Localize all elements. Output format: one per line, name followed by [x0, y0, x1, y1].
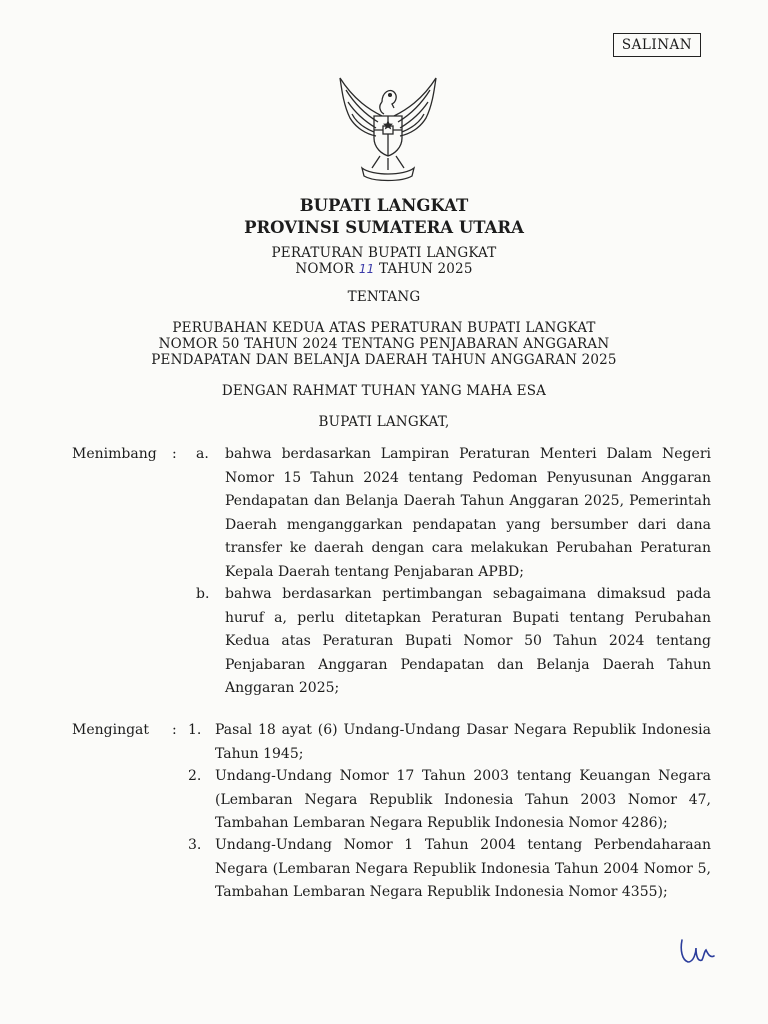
salinan-stamp: SALINAN	[613, 33, 701, 57]
menimbang-marker-b: b.	[196, 586, 210, 602]
mengingat-marker-2: 2.	[188, 768, 202, 784]
mengingat-marker-1: 1.	[188, 722, 202, 738]
about-heading: TENTANG	[347, 289, 421, 305]
regulation-number	[0, 261, 768, 277]
mengingat-item-3: Undang-Undang Nomor 1 Tahun 2004 tentang Perbendaharaan Negara (Lembaran Negara Republik Indonesia Tahun 2004 Nomor 5, Tambahan Lembaran Negara Republik Indonesia Nomor 4355);	[215, 837, 711, 900]
menimbang-item-b: bahwa berdasarkan pertimbangan sebagaimana dimaksud pada huruf a, perlu ditetapkan Peraturan Bupati tentang Perubahan Kedua atas Peraturan Bupati Nomor 50 Tahun 2024 tentang Penjabaran Anggaran Pendapatan dan Belanja Daerah Tahun Anggaran 2025;	[225, 586, 711, 696]
mengingat-marker-3: 3.	[188, 837, 202, 853]
mengingat-item-1: Pasal 18 ayat (6) Undang-Undang Dasar Negara Republik Indonesia Tahun 1945;	[215, 722, 711, 762]
garuda-emblem-icon	[332, 72, 444, 182]
subject-line-3: PENDAPATAN DAN BELANJA DAERAH TAHUN ANGGARAN 2025	[151, 352, 617, 368]
mengingat-label: Mengingat	[72, 722, 150, 738]
authority-line: BUPATI LANGKAT,	[318, 414, 450, 430]
regulation-title: PERATURAN BUPATI LANGKAT	[271, 245, 497, 261]
blessing-line: DENGAN RAHMAT TUHAN YANG MAHA ESA	[221, 383, 547, 399]
mengingat-item-2: Undang-Undang Nomor 17 Tahun 2003 tentang Keuangan Negara (Lembaran Negara Republik Indonesia Tahun 2003 Nomor 47, Tambahan Lembaran Negara Republik Indonesia Nomor 4286);	[215, 768, 711, 831]
subject-line-2: NOMOR 50 TAHUN 2024 TENTANG PENJABARAN ANGGARAN	[158, 336, 610, 352]
issuer-title: BUPATI LANGKAT	[299, 196, 469, 215]
number-suffix: TAHUN 2025	[378, 261, 473, 277]
mengingat-colon: :	[172, 722, 177, 738]
menimbang-colon: :	[172, 446, 177, 462]
initial-signature-icon	[676, 936, 720, 970]
province-title: PROVINSI SUMATERA UTARA	[244, 218, 524, 237]
menimbang-marker-a: a.	[196, 446, 209, 462]
menimbang-item-a: bahwa berdasarkan Lampiran Peraturan Menteri Dalam Negeri Nomor 15 Tahun 2024 tentang Pedoman Penyusunan Anggaran Pendapatan dan Belanja Daerah Tahun Anggaran 2025, Pemerintah Daerah menganggarkan pendapatan yang bersumber dari dana transfer ke daerah dengan cara melakukan Perubahan Peraturan Kepala Daerah tentang Penjabaran APBD;	[225, 446, 711, 580]
menimbang-label: Menimbang	[72, 446, 157, 462]
number-prefix: NOMOR	[295, 261, 355, 277]
number-value: 11	[358, 262, 375, 276]
subject-line-1: PERUBAHAN KEDUA ATAS PERATURAN BUPATI LANGKAT	[172, 320, 596, 336]
